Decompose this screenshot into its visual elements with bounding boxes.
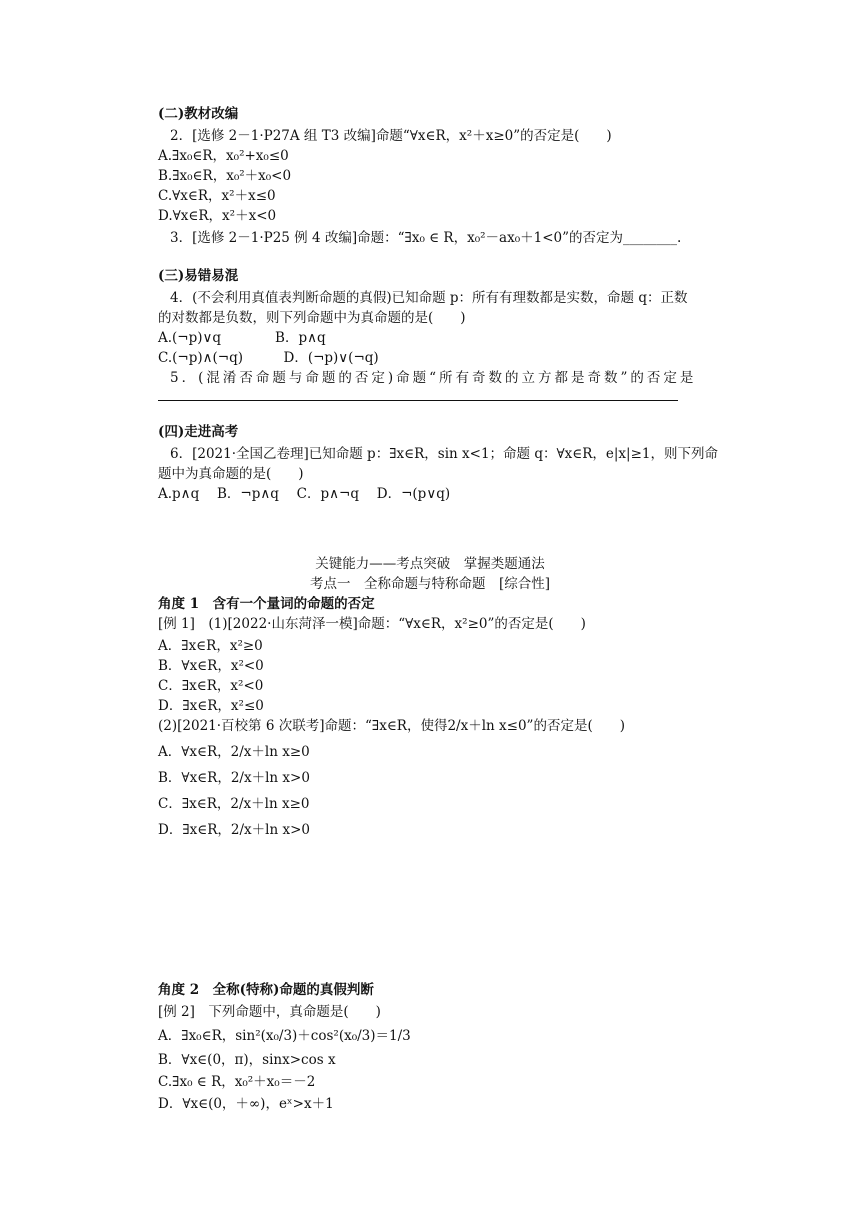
section-heading-error-prone: (三)易错易混 — [158, 268, 239, 284]
question-4-options-cd: C.(¬p)∧(¬q) D．(¬p)∨(¬q) — [158, 350, 379, 366]
example-2-option-d: D．∀x∈(0，＋∞)，eˣ>x＋1 — [158, 1096, 334, 1112]
question-5-answer-blank — [158, 400, 678, 401]
example-1-part-2-stem: (2)[2021·百校第 6 次联考]命题：“∃x∈R，使得2/x＋ln x≤0”的否定是( ) — [158, 718, 625, 734]
example-1-part-2-option-b: B．∀x∈R，2/x＋ln x>0 — [158, 770, 310, 786]
example-1-part-1-option-b: B．∀x∈R，x²<0 — [158, 658, 264, 674]
angle-1-title: 角度 1 含有一个量词的命题的否定 — [158, 596, 375, 612]
key-ability-title: 关键能力——考点突破 掌握类题通法 — [315, 556, 545, 572]
question-2-stem: 2．[选修 2－1·P27A 组 T3 改编]命题“∀x∈R，x²＋x≥0”的否定是( ) — [170, 128, 612, 144]
question-4-line-1: 4．(不会利用真值表判断命题的真假)已知命题 p：所有有理数都是实数，命题 q：正数 — [170, 290, 688, 306]
question-6-line-2: 题中为真命题的是( ) — [158, 466, 304, 482]
question-4-options-ab: A.(¬p)∨q B．p∧q — [158, 330, 326, 346]
question-2-option-b: B.∃x₀∈R，x₀²＋x₀<0 — [158, 168, 292, 184]
example-1-part-1-option-c: C．∃x∈R，x²<0 — [158, 678, 264, 694]
example-1-part-2-option-c: C．∃x∈R，2/x＋ln x≥0 — [158, 796, 310, 812]
example-2-stem: [例 2] 下列命题中，真命题是( ) — [158, 1004, 381, 1020]
example-1-part-1-option-d: D．∃x∈R，x²≤0 — [158, 698, 264, 714]
example-2-option-b: B．∀x∈(0，π)，sinx>cos x — [158, 1052, 336, 1068]
example-1-part-1-stem: [例 1] (1)[2022·山东菏泽一模]命题：“∀x∈R，x²≥0”的否定是( ) — [158, 616, 586, 632]
question-5-stem: 5．(混淆否命题与命题的否定)命题“所有奇数的立方都是奇数”的否定是 — [170, 370, 697, 386]
example-1-part-1-option-a: A．∃x∈R，x²≥0 — [158, 638, 263, 654]
question-6-options: A.p∧q B．¬p∧q C．p∧¬q D．¬(p∨q) — [158, 486, 451, 502]
example-1-part-2-option-a: A．∀x∈R，2/x＋ln x≥0 — [158, 744, 310, 760]
exam-point-title: 考点一 全称命题与特称命题 [综合性] — [309, 576, 551, 592]
angle-2-title: 角度 2 全称(特称)命题的真假判断 — [158, 982, 374, 998]
example-1-part-2-option-d: D．∃x∈R，2/x＋ln x>0 — [158, 822, 310, 838]
question-4-line-2: 的对数都是负数，则下列命题中为真命题的是( ) — [158, 310, 466, 326]
question-2-option-d: D.∀x∈R，x²＋x<0 — [158, 208, 277, 224]
question-2-option-c: C.∀x∈R，x²＋x≤0 — [158, 188, 276, 204]
example-2-option-c: C.∃x₀ ∈ R，x₀²＋x₀＝－2 — [158, 1074, 316, 1090]
question-6-line-1: 6．[2021·全国乙卷理]已知命题 p：∃x∈R，sin x<1；命题 q：∀x∈R，e|x|≥1，则下列命 — [170, 446, 718, 462]
section-heading-gaokao: (四)走进高考 — [158, 424, 239, 440]
section-heading-textbook-adaptation: (二)教材改编 — [158, 106, 239, 122]
question-2-option-a: A.∃x₀∈R，x₀²+x₀≤0 — [158, 148, 289, 164]
example-2-option-a: A．∃x₀∈R，sin²(x₀/3)＋cos²(x₀/3)＝1/3 — [158, 1028, 411, 1044]
question-3-stem: 3．[选修 2－1·P25 例 4 改编]命题：“∃x₀ ∈ R，x₀²－ax₀＋1<0”的否定为________. — [170, 230, 682, 246]
